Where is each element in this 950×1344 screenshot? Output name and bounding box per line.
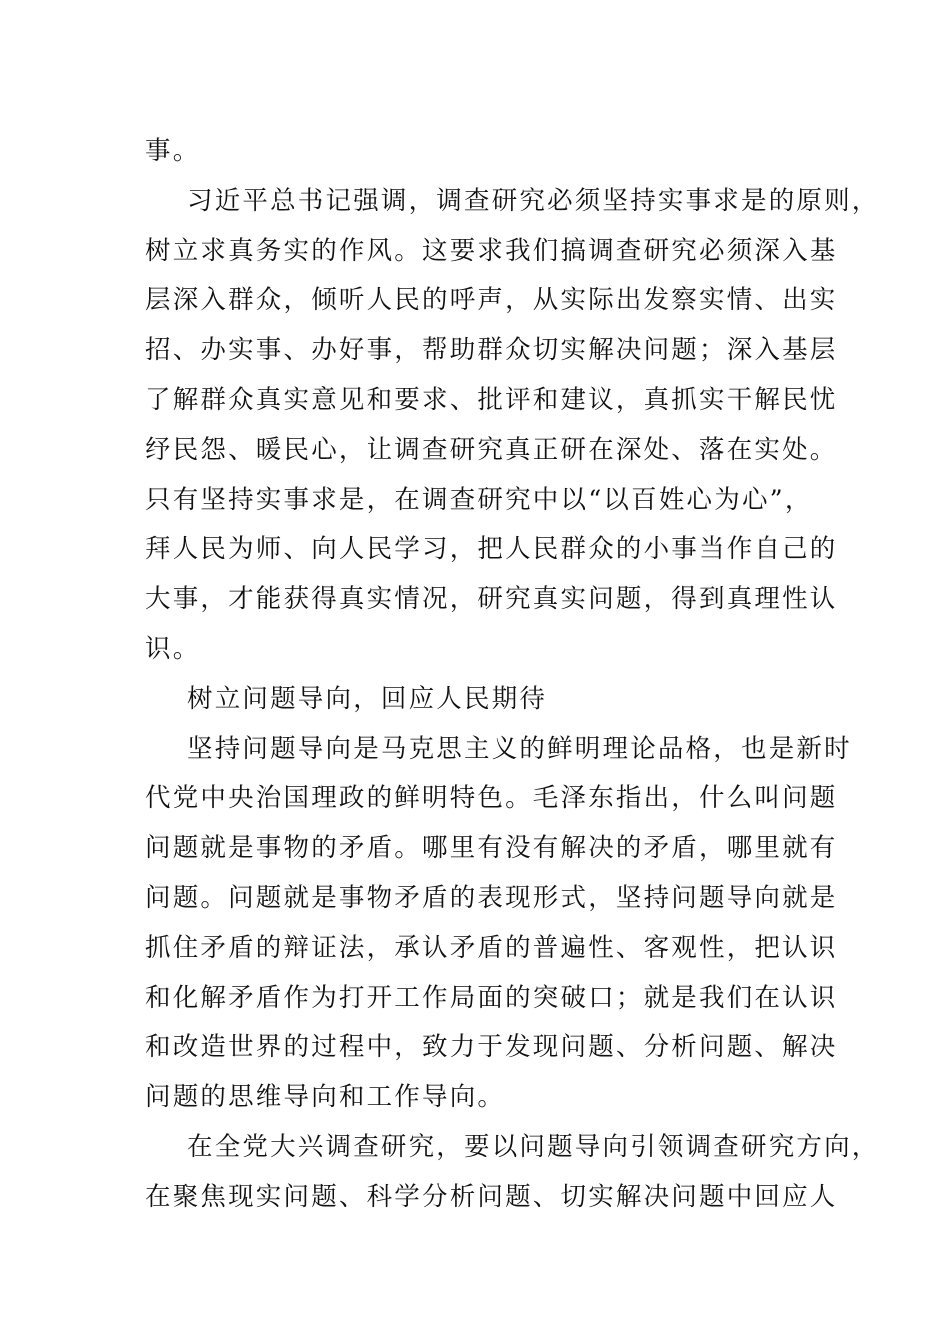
- text-line: 在全党大兴调查研究，要以问题导向引领调查研究方向，: [187, 1131, 880, 1162]
- section-heading: 树立问题导向，回应人民期待: [187, 683, 548, 714]
- text-line: 问题的思维导向和工作导向。: [145, 1082, 506, 1113]
- text-line: 招、办实事、办好事，帮助群众切实解决问题；深入基层: [145, 335, 838, 366]
- text-line: 在聚焦现实问题、科学分析问题、切实解决问题中回应人: [145, 1181, 838, 1212]
- text-line: 只有坚持实事求是，在调查研究中以“以百姓心为心”，: [145, 484, 813, 515]
- text-line: 代党中央治国理政的鲜明特色。毛泽东指出，什么叫问题: [145, 783, 838, 814]
- text-line: 和改造世界的过程中，致力于发现问题、分析问题、解决: [145, 1032, 838, 1063]
- body-text: [145, 127, 880, 1223]
- text-line: 习近平总书记强调，调查研究必须坚持实事求是的原则，: [187, 185, 880, 216]
- text-line: 了解群众真实意见和要求、批评和建议，真抓实干解民忧: [145, 384, 838, 415]
- text-line: 坚持问题导向是马克思主义的鲜明理论品格，也是新时: [187, 733, 852, 764]
- text-line: 事。: [145, 136, 201, 166]
- text-line: 抓住矛盾的辩证法，承认矛盾的普遍性、客观性，把认识: [145, 932, 838, 963]
- text-line: 问题就是事物的矛盾。哪里有没有解决的矛盾，哪里就有: [145, 833, 838, 864]
- text-line: 问题。问题就是事物矛盾的表现形式，坚持问题导向就是: [145, 882, 838, 913]
- text-line: 大事，才能获得真实情况，研究真实问题，得到真理性认: [145, 584, 838, 615]
- text-line: 层深入群众，倾听人民的呼声，从实际出发察实情、出实: [145, 285, 838, 316]
- text-line: 树立求真务实的作风。这要求我们搞调查研究必须深入基: [145, 235, 838, 266]
- text-line: 识。: [145, 633, 201, 664]
- text-line: 和化解矛盾作为打开工作局面的突破口；就是我们在认识: [145, 982, 838, 1013]
- text-line: 纾民怨、暖民心，让调查研究真正研在深处、落在实处。: [145, 434, 838, 465]
- text-line: 拜人民为师、向人民学习，把人民群众的小事当作自己的: [145, 534, 838, 565]
